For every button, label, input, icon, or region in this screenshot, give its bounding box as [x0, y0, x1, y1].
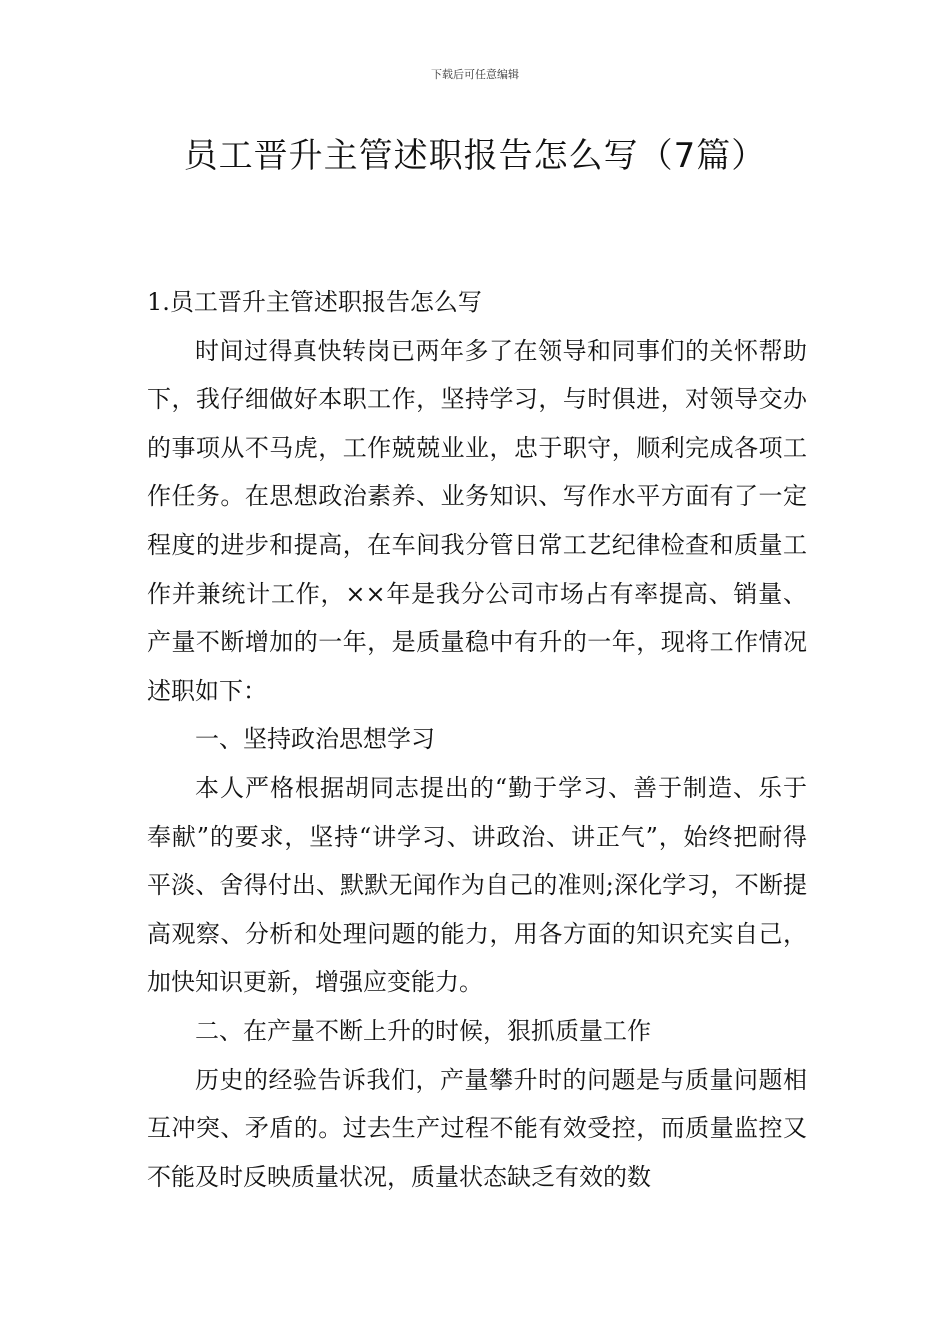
- header-note: 下载后可任意编辑: [431, 68, 519, 81]
- paragraph-section-1: 本人严格根据胡同志提出的“勤于学习、善于制造、乐于奉献”的要求，坚持“讲学习、讲政治、讲正气”，始终把耐得平淡、舍得付出、默默无闻作为自己的准则;深化学习，不断提高观察、分析和处理问题的能力，用各方面的知识充实自己，加快知识更新，增强应变能力。: [147, 773, 807, 997]
- section-heading-2: 二、在产量不断上升的时候，狠抓质量工作: [195, 1016, 651, 1045]
- paragraph-intro: 时间过得真快转岗已两年多了在领导和同事们的关怀帮助下，我仔细做好本职工作，坚持学习，与时俱进，对领导交办的事项从不马虎，工作兢兢业业，忠于职守，顺利完成各项工作任务。在思想政治素养、业务知识、写作水平方面有了一定程度的进步和提高，在车间我分管日常工艺纪律检查和质量工作并兼统计工作，××年是我分公司市场占有率提高、销量、产量不断增加的一年，是质量稳中有升的一年，现将工作情况述职如下：: [147, 336, 807, 705]
- article-heading: 1.员工晋升主管述职报告怎么写: [147, 288, 482, 316]
- document-body: [147, 278, 807, 1201]
- section-heading-1: 一、坚持政治思想学习: [195, 725, 435, 754]
- paragraph-section-2: 历史的经验告诉我们，产量攀升时的问题是与质量问题相互冲突、矛盾的。过去生产过程不能有效受控，而质量监控又不能及时反映质量状况，质量状态缺乏有效的数: [147, 1065, 807, 1191]
- document-title: 员工晋升主管述职报告怎么写（7篇）: [183, 136, 767, 176]
